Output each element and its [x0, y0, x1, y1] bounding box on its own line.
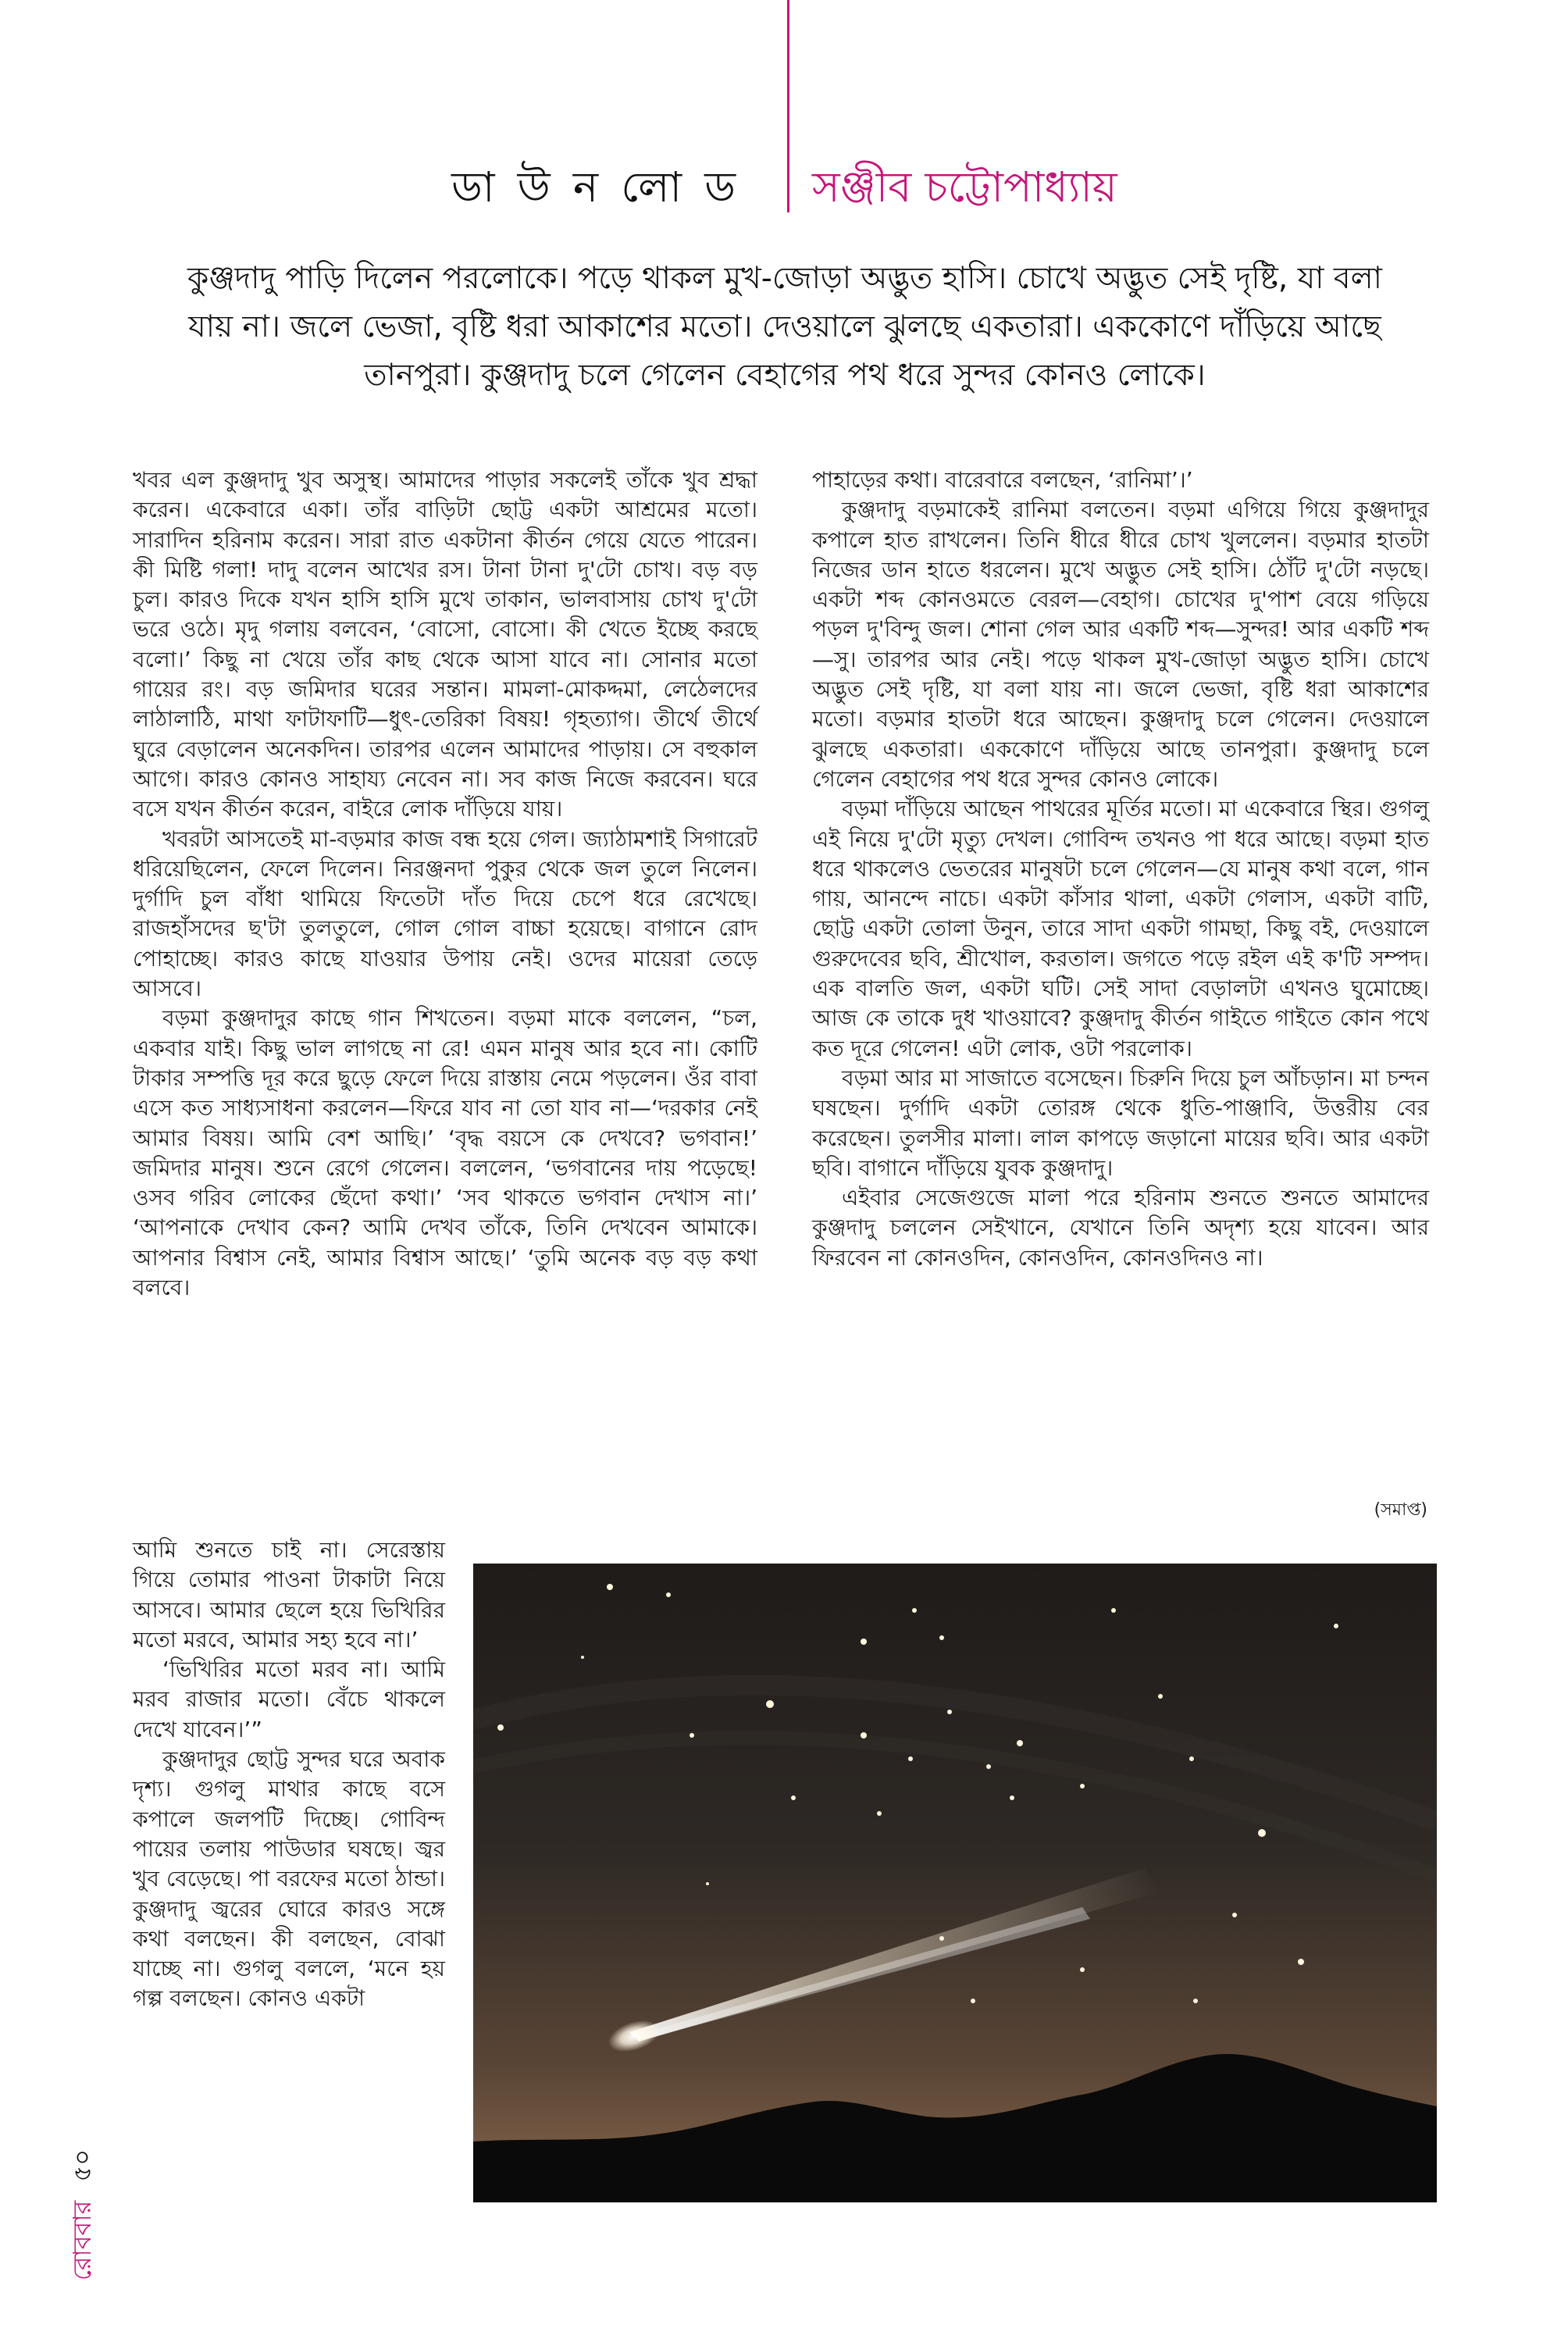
page-number: ৫০ — [67, 2149, 97, 2182]
body-column-right — [812, 465, 1429, 1273]
body-paragraph: বড়মা দাঁড়িয়ে আছেন পাথরের মূর্তির মতো। মা একেবারে স্থির। গুগলু এই নিয়ে দু'টো মৃত্যু দেখল। গোবিন্দ তখনও পা ধরে আছে। বড়মা হাত ধরে থাকলেও ভেতরের মানুষটা চলে গেলেন—যে মানুষ কথা বলে, গান গায়, আনন্দে নাচে। একটা কাঁসার থালা, একটা গেলাস, একটা বাটি, ছোট্ট একটা তোলা উনুন, তারে সাদা একটা গামছা, কিছু বই, দেওয়ালে গুরুদেবের ছবি, শ্রীখোল, করতাল। জগতে পড়ে রইল এই ক'টি সম্পদ। এক বালতি জল, একটা ঘটি। সেই সাদা বেড়ালটা এখনও ঘুমোচ্ছে। আজ কে তাকে দুধ খাওয়াবে? কুঞ্জদাদু কীর্তন গাইতে গাইতে কোন পথে কত দূরে গেলেন! এটা লোক, ওটা পরলোক। — [812, 796, 1429, 1061]
body-paragraph: কুঞ্জদাদু বড়মাকেই রানিমা বলতেন। বড়মা এগিয়ে গিয়ে কুঞ্জদাদুর কপালে হাত রাখলেন। তিনি ধীরে ধীরে চোখ খুললেন। বড়মার হাতটা নিজের ডান হাতে ধরলেন। মুখে অদ্ভুত সেই হাসি। ঠোঁট দু'টো নড়ছে। একটা শব্দ কোনওমতে বেরল—বেহাগ। চোখের দু'পাশ বেয়ে গড়িয়ে পড়ল দু'বিন্দু জল। শোনা গেল আর একটি শব্দ—সুন্দর! আর একটি শব্দ—সু। তারপর আর নেই। পড়ে থাকল মুখ-জোড়া অদ্ভুত হাসি। চোখে অদ্ভুত সেই দৃষ্টি, যা বলা যায় না। জলে ভেজা, বৃষ্টি ধরা আকাশের মতো। বড়মার হাতটা ধরে আছেন। কুঞ্জদাদু চলে গেলেন। দেওয়ালে ঝুলছে একতারা। এককোণে দাঁড়িয়ে আছে তানপুরা। কুঞ্জদাদু চলে গেলেন বেহাগের পথ ধরে সুন্দর কোনও লোকে। — [812, 497, 1429, 792]
body-paragraph: পাহাড়ের কথা। বারেবারে বলছেন, ‘রানিমা’।’ — [812, 467, 1193, 493]
page-folio — [62, 2149, 105, 2280]
section-title: ডা উ ন লো ড — [451, 162, 740, 212]
body-paragraph: খবর এল কুঞ্জদাদু খুব অসুস্থ। আমাদের পাড়ার সকলেই তাঁকে খুব শ্রদ্ধা করেন। একেবারে একা। তাঁর বাড়িটা ছোট্ট একটা আশ্রমের মতো। সারাদিন হরিনাম করেন। সারা রাত একটানা কীর্তন গেয়ে যেতে পারেন। কী মিষ্টি গলা! দাদু বলেন আখের রস। টানা টানা দু'টো চোখ। বড় বড় চুল। কারও দিকে যখন হাসি হাসি মুখে তাকান, ভালবাসায় চোখ দু'টো ভরে ওঠে। মৃদু গলায় বলবেন, ‘বোসো, বোসো। কী খেতে ইচ্ছে করছে বলো।’ কিছু না খেয়ে তাঁর কাছ থেকে আসা যাবে না। সোনার মতো গায়ের রং। বড় জমিদার ঘরের সন্তান। মামলা-মোকদ্দমা, লেঠেলদের লাঠালাঠি, মাথা ফাটাফাটি—ধুৎ-তেরিকা বিষয়! গৃহত্যাগ। তীর্থে তীর্থে ঘুরে বেড়ালেন অনেকদিন। তারপর এলেন আমাদের পাড়ায়। সে বহুকাল আগে। কারও কোনও সাহায্য নেবেন না। সব কাজ নিজে করবেন। ঘরে বসে যখন কীর্তন করেন, বাইরে লোক দাঁড়িয়ে যায়। — [133, 467, 757, 822]
lead-paragraph — [117, 255, 1452, 400]
body-paragraph: কুঞ্জদাদুর ছোট্ট সুন্দর ঘরে অবাক দৃশ্য। গুগলু মাথার কাছে বসে কপালে জলপটি দিচ্ছে। গোবিন্দ পায়ের তলায় পাউডার ঘষছে। জ্বর খুব বেড়েছে। পা বরফের মতো ঠান্ডা। কুঞ্জদাদু জ্বরের ঘোরে কারও সঙ্গে কথা বলছেন। কী বলছেন, বোঝা যাচ্ছে না। গুগলু বললে, ‘মনে হয় গল্প বলছেন। কোনও একটা — [133, 1746, 445, 2012]
comet-photo — [473, 1564, 1437, 2202]
end-mark: (সমাপ্ত) — [1374, 1500, 1427, 1520]
body-paragraph: এইবার সেজেগুজে মালা পরে হরিনাম শুনতে শুনতে আমাদের কুঞ্জদাদু চললেন সেইখানে, যেখানে তিনি অদৃশ্য হয়ে যাবেন। আর ফিরবেন না কোনওদিন, কোনওদিন, কোনওদিনও না। — [812, 1185, 1429, 1271]
body-paragraph: খবরটা আসতেই মা-বড়মার কাজ বন্ধ হয়ে গেল। জ্যাঠামশাই সিগারেট ধরিয়েছিলেন, ফেলে দিলেন। নিরঞ্জনদা পুকুর থেকে জল তুলে নিলেন। দুর্গাদি চুল বাঁধা থামিয়ে ফিতেটা দাঁত দিয়ে চেপে ধরে রেখেছে। রাজহাঁসদের ছ'টা তুলতুলে, গোল গোল বাচ্চা হয়েছে। বাগানে রোদ পোহাচ্ছে। কারও কাছে যাওয়ার উপায় নেই। ওদের মায়েরা তেড়ে আসবে। — [133, 826, 757, 1002]
body-column-left — [133, 465, 757, 1303]
body-paragraph: বড়মা আর মা সাজাতে বসেছেন। চিরুনি দিয়ে চুল আঁচড়ান। মা চন্দন ঘষছেন। দুর্গাদি একটা তোরঙ্গ থেকে ধুতি-পাঞ্জাবি, উত্তরীয় বের করেছেন। তুলসীর মালা। লাল কাপড়ে জড়ানো মায়ের ছবি। আর একটা ছবি। বাগানে দাঁড়িয়ে যুবক কুঞ্জদাদু। — [812, 1064, 1429, 1181]
lead-line: তানপুরা। কুঞ্জদাদু চলে গেলেন বেহাগের পথ ধরে সুন্দর কোনও লোকে। — [364, 358, 1206, 393]
lead-line: কুঞ্জদাদু পাড়ি দিলেন পরলোকে। পড়ে থাকল মুখ-জোড়া অদ্ভুত হাসি। চোখে অদ্ভুত সেই দৃষ্টি, যা বলা — [187, 261, 1382, 296]
author-name: সঞ্জীব চট্টোপাধ্যায় — [812, 162, 1117, 212]
magazine-name: রোববার — [67, 2200, 97, 2280]
body-paragraph: বড়মা কুঞ্জদাদুর কাছে গান শিখতেন। বড়মা মাকে বললেন, “চল, একবার যাই। কিছু ভাল লাগছে না রে! এমন মানুষ আর হবে না। কোটি টাকার সম্পত্তি দূর করে ছুড়ে ফেলে দিয়ে রাস্তায় নেমে পড়লেন। ওঁর বাবা এসে কত সাধ্যসাধনা করলেন—ফিরে যাব না তো যাব না—‘দরকার নেই আমার বিষয়। আমি বেশ আছি।’ ‘বৃদ্ধ বয়সে কে দেখবে? ভগবান!’ জমিদার মানুষ। শুনে রেগে গেলেন। বললেন, ‘ভগবানের দায় পড়েছে! ওসব গরিব লোকের ছেঁদো কথা।’ ‘সব থাকতে ভগবান দেখাস না।’ ‘আপনাকে দেখাব কেন? আমি দেখব তাঁকে, তিনি দেখবেন আমাকে। আপনার বিশ্বাস নেই, আমার বিশ্বাস আছে।’ ‘তুমি অনেক বড় বড় কথা বলবে। — [133, 1005, 757, 1301]
body-paragraph: আমি শুনতে চাই না। সেরেস্তায় গিয়ে তোমার পাওনা টাকাটা নিয়ে আসবে। আমার ছেলে হয়ে ভিখিরির মতো মরবে, আমার সহ্য হবে না।’ — [133, 1537, 445, 1653]
body-paragraph: ‘ভিখিরির মতো মরব না। আমি মরব রাজার মতো। বেঁচে থাকলে দেখে যাবেন।’” — [133, 1656, 445, 1742]
body-column-left-narrow — [133, 1535, 445, 2014]
article-header — [0, 156, 1568, 219]
lead-line: যায় না। জলে ভেজা, বৃষ্টি ধরা আকাশের মতো। দেওয়ালে ঝুলছে একতারা। এককোণে দাঁড়িয়ে আছে — [188, 309, 1381, 344]
